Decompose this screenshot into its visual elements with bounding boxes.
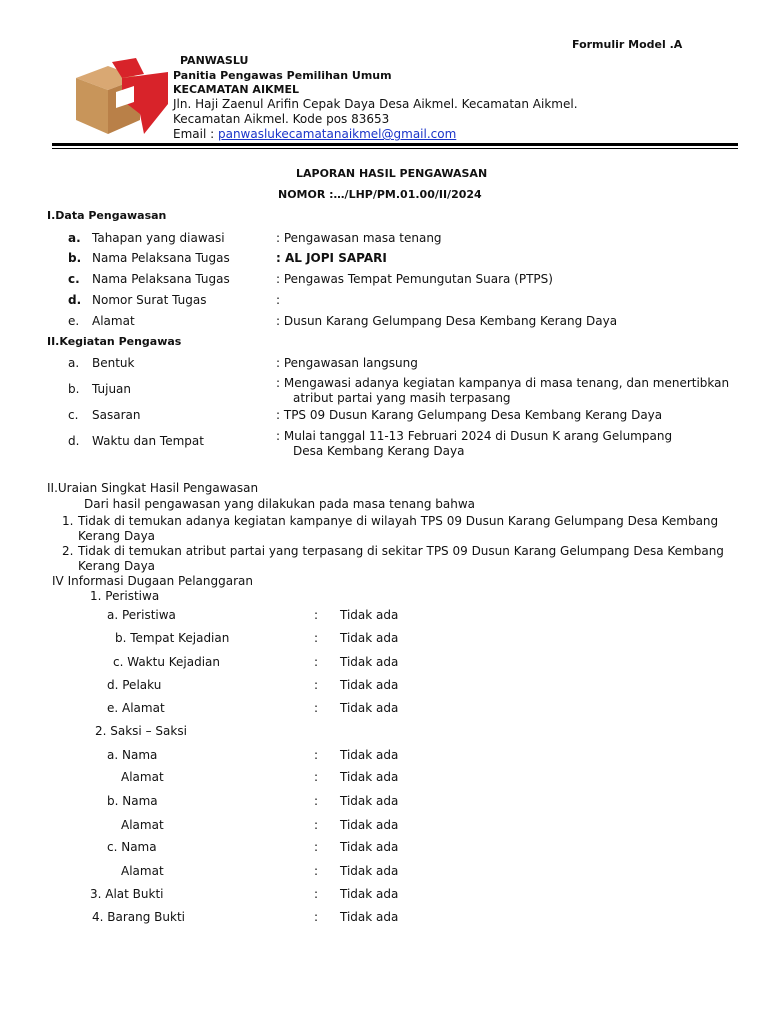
s2-value: : Mulai tanggal 11-13 Februari 2024 di Dusun K arang Gelumpang bbox=[276, 429, 673, 443]
evidence-colon: : bbox=[314, 910, 319, 924]
panwaslu-logo bbox=[70, 58, 170, 138]
email-link[interactable]: panwaslukecamatanaikmel@gmail.com bbox=[217, 127, 457, 141]
witness-label: Alamat bbox=[121, 770, 164, 784]
finding-text: Tidak di temukan adanya kegiatan kampanye di wilayah TPS 09 Dusun Karang Gelumpang Desa Kembang bbox=[78, 514, 719, 528]
violation-value: Tidak ada bbox=[340, 655, 399, 669]
s1-letter: e. bbox=[68, 314, 80, 328]
violation-colon: : bbox=[314, 678, 319, 692]
subheading-saksi: 2. Saksi – Saksi bbox=[95, 724, 187, 738]
witness-label: a. Nama bbox=[107, 748, 158, 762]
witness-value: Tidak ada bbox=[340, 770, 399, 784]
org-full: Panitia Pengawas Pemilihan Umum bbox=[173, 69, 392, 82]
witness-label: Alamat bbox=[121, 864, 164, 878]
address-line-1: Jln. Haji Zaenul Arifin Cepak Daya Desa Aikmel. Kecamatan Aikmel. bbox=[173, 97, 578, 111]
violation-value: Tidak ada bbox=[340, 608, 399, 622]
subheading-peristiwa: 1. Peristiwa bbox=[90, 589, 160, 603]
s2-value: : TPS 09 Dusun Karang Gelumpang Desa Kembang Kerang Daya bbox=[276, 408, 663, 422]
s2-value-cont: Desa Kembang Kerang Daya bbox=[293, 444, 465, 458]
violation-label: b. Tempat Kejadian bbox=[115, 631, 230, 645]
witness-value: Tidak ada bbox=[340, 864, 399, 878]
s1-value-name: : AL JOPI SAPARI bbox=[276, 251, 387, 265]
violation-value: Tidak ada bbox=[340, 678, 399, 692]
s1-label: Nama Pelaksana Tugas bbox=[92, 251, 230, 265]
finding-text-cont: Kerang Daya bbox=[78, 559, 156, 573]
violation-colon: : bbox=[314, 631, 319, 645]
witness-colon: : bbox=[314, 818, 319, 832]
witness-label: c. Nama bbox=[107, 840, 157, 854]
s1-value: : Pengawasan masa tenang bbox=[276, 231, 442, 245]
witness-colon: : bbox=[314, 794, 319, 808]
section4-heading: IV Informasi Dugaan Pelanggaran bbox=[52, 574, 253, 588]
evidence-colon: : bbox=[314, 887, 319, 901]
s2-label: Sasaran bbox=[92, 408, 141, 422]
s2-value: : Pengawasan langsung bbox=[276, 356, 418, 370]
header-rule-thick bbox=[52, 143, 738, 146]
witness-colon: : bbox=[314, 748, 319, 762]
violation-value: Tidak ada bbox=[340, 701, 399, 715]
s1-letter: a. bbox=[68, 231, 81, 245]
s2-value: : Mengawasi adanya kegiatan kampanya di masa tenang, dan menertibkan bbox=[276, 376, 730, 390]
form-model-label: Formulir Model .A bbox=[572, 38, 683, 51]
evidence-value: Tidak ada bbox=[340, 910, 399, 924]
s1-letter: d. bbox=[68, 293, 82, 307]
s2-letter: d. bbox=[68, 434, 80, 448]
s1-letter: b. bbox=[68, 251, 82, 265]
witness-label: Alamat bbox=[121, 818, 164, 832]
email-line bbox=[173, 127, 456, 141]
evidence-label: 3. Alat Bukti bbox=[90, 887, 164, 901]
violation-label: e. Alamat bbox=[107, 701, 165, 715]
violation-colon: : bbox=[314, 701, 319, 715]
witness-colon: : bbox=[314, 770, 319, 784]
finding-text: Tidak di temukan atribut partai yang terpasang di sekitar TPS 09 Dusun Karang Gelumpang Desa Kembang bbox=[78, 544, 724, 558]
witness-label: b. Nama bbox=[107, 794, 158, 808]
violation-label: a. Peristiwa bbox=[107, 608, 176, 622]
s2-label: Tujuan bbox=[92, 382, 132, 396]
evidence-label: 4. Barang Bukti bbox=[92, 910, 185, 924]
s2-letter: a. bbox=[68, 356, 80, 370]
section3-heading: II.Uraian Singkat Hasil Pengawasan bbox=[47, 481, 259, 495]
witness-value: Tidak ada bbox=[340, 818, 399, 832]
violation-value: Tidak ada bbox=[340, 631, 399, 645]
email-label: Email : bbox=[173, 127, 218, 141]
s2-value-cont: atribut partai yang masih terpasang bbox=[293, 391, 511, 405]
finding-number: 2. bbox=[62, 544, 74, 558]
finding-text-cont: Kerang Daya bbox=[78, 529, 156, 543]
district-name: KECAMATAN AIKMEL bbox=[173, 83, 300, 96]
violation-colon: : bbox=[314, 655, 319, 669]
org-short: PANWASLU bbox=[180, 54, 249, 67]
header-rule-thin bbox=[52, 148, 738, 149]
s1-label: Tahapan yang diawasi bbox=[92, 231, 225, 245]
s2-letter: c. bbox=[68, 408, 79, 422]
witness-value: Tidak ada bbox=[340, 794, 399, 808]
s1-label: Nama Pelaksana Tugas bbox=[92, 272, 230, 286]
finding-number: 1. bbox=[62, 514, 74, 528]
s2-label: Waktu dan Tempat bbox=[92, 434, 204, 448]
address-line-2: Kecamatan Aikmel. Kode pos 83653 bbox=[173, 112, 390, 126]
section2-heading: II.Kegiatan Pengawas bbox=[47, 335, 182, 348]
s1-value: : Dusun Karang Gelumpang Desa Kembang Kerang Daya bbox=[276, 314, 618, 328]
violation-colon: : bbox=[314, 608, 319, 622]
witness-value: Tidak ada bbox=[340, 748, 399, 762]
s1-value: : Pengawas Tempat Pemungutan Suara (PTPS) bbox=[276, 272, 553, 286]
s1-value: : bbox=[276, 293, 281, 307]
violation-label: c. Waktu Kejadian bbox=[113, 655, 221, 669]
s1-label: Alamat bbox=[92, 314, 135, 328]
s2-label: Bentuk bbox=[92, 356, 135, 370]
s1-letter: c. bbox=[68, 272, 80, 286]
witness-colon: : bbox=[314, 840, 319, 854]
s2-letter: b. bbox=[68, 382, 80, 396]
evidence-value: Tidak ada bbox=[340, 887, 399, 901]
violation-label: d. Pelaku bbox=[107, 678, 162, 692]
section3-intro: Dari hasil pengawasan yang dilakukan pada masa tenang bahwa bbox=[84, 497, 476, 511]
report-number: NOMOR :…/LHP/PM.01.00/II/2024 bbox=[278, 188, 482, 201]
section1-heading: I.Data Pengawasan bbox=[47, 209, 167, 222]
witness-colon: : bbox=[314, 864, 319, 878]
s1-label: Nomor Surat Tugas bbox=[92, 293, 207, 307]
report-title: LAPORAN HASIL PENGAWASAN bbox=[296, 167, 488, 180]
witness-value: Tidak ada bbox=[340, 840, 399, 854]
